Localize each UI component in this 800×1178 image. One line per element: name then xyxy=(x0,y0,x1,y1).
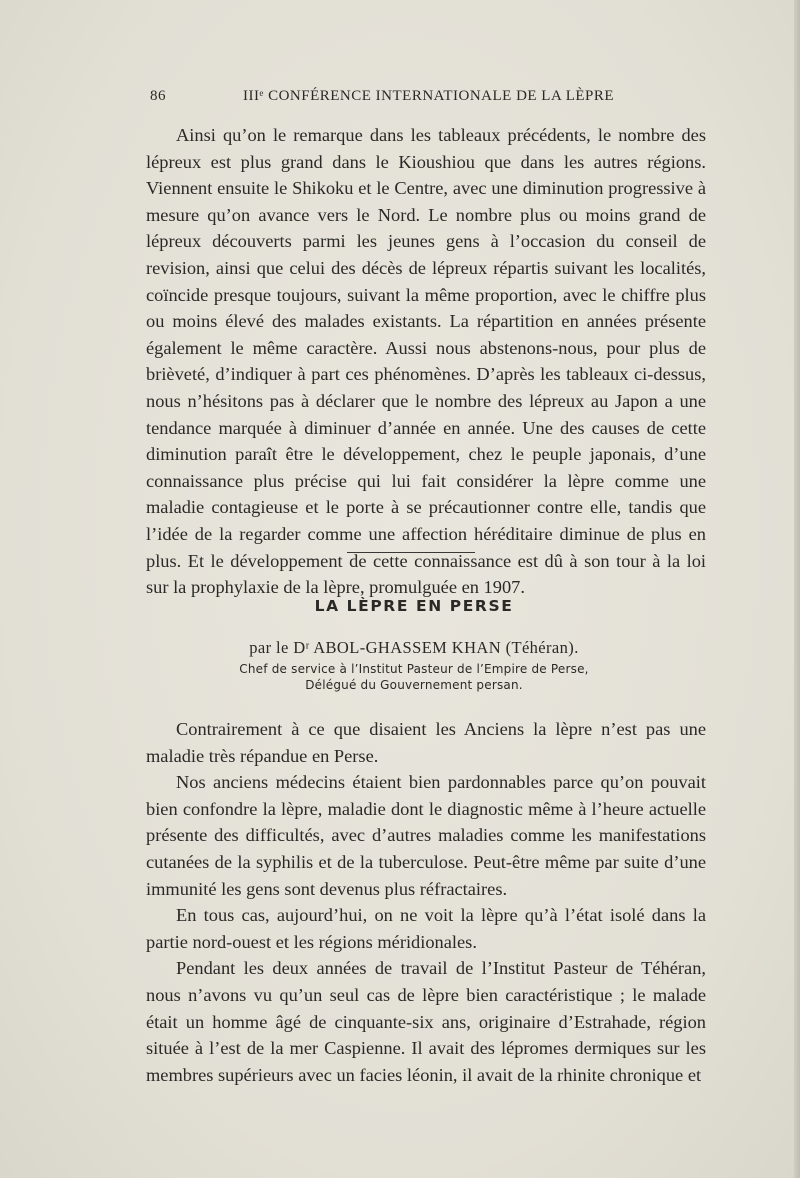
paragraph: Pendant les deux années de travail de l’Institut Pasteur de Téhéran, nous n’avons vu qu’un seul cas de lèpre bien caractéristique ; le malade était un homme âgé de cinquante-six ans, originaire d’Estrahade, région située à l’est de la mer Caspienne. Il avait des lépromes dermiques sur les membres supérieurs avec un facies léonin, il avait de la rhinite chronique et xyxy=(146,958,706,1085)
author-affiliation: Chef de service à l’Institut Pasteur de l’Empire de Perse, xyxy=(239,662,589,676)
paragraph: Contrairement à ce que disaient les Anciens la lèpre n’est pas une maladie très répandue en Perse. xyxy=(146,719,706,766)
paragraph: En tous cas, aujourd’hui, on ne voit la lèpre qu’à l’état isolé dans la partie nord-ouest et les régions méridionales. xyxy=(146,905,706,952)
paragraph: Nos anciens médecins étaient bien pardonnables parce qu’on pouvait bien confondre la lèpre, maladie dont le diagnostic même à l’heure actuelle présente des difficultés, avec d’autres maladies comme les manifestations cutanées de la syphilis et de la tuberculose. Peut-être même par suite d’une immunité les gens sont devenus plus réfractaires. xyxy=(146,772,706,899)
running-title: IIIᵉ CONFÉRENCE INTERNATIONALE DE LA LÈPRE xyxy=(243,88,615,104)
article-body xyxy=(146,716,706,1088)
page-edge-shadow xyxy=(794,0,800,1178)
running-header xyxy=(150,88,706,112)
article-title: LA LÈPRE EN PERSE xyxy=(314,597,514,615)
previous-article-text xyxy=(146,122,706,601)
page-number: 86 xyxy=(150,88,166,104)
author-line: par le Dʳ ABOL-GHASSEM KHAN (Téhéran). xyxy=(249,638,579,657)
section-divider xyxy=(347,552,475,553)
paragraph: Ainsi qu’on le remarque dans les tableaux précédents, le nombre des lépreux est plus grand dans le Kioushiou que dans les autres régions. Viennent ensuite le Shikoku et le Centre, avec une diminution progressive à mesure qu’on avance vers le Nord. Le nombre plus ou moins grand de lépreux découverts parmi les jeunes gens à l’occasion du conseil de revision, ainsi que celui des décès de lépreux répartis suivant les localités, coïncide presque toujours, suivant la même proportion, avec le chiffre plus ou moins élevé des malades existants. La répartition en années présente également le même caractère. Aussi nous abstenons-nous, pour plus de brièveté, d’indiquer à part ces phénomènes. D’après les tableaux ci-dessus, nous n’hésitons pas à déclarer que le nombre des lépreux au Japon a une tendance marquée à diminuer d’année en année. Une des causes de cette diminution paraît être le développement, chez le peuple japonais, d’une connaissance plus précise qui lui fait considérer la lèpre comme une maladie contagieuse et le porte à se précautionner contre elle, tandis que l’idée de la regarder comme une affection héréditaire diminue de plus en plus. Et le développement de cette connaissance est dû à son tour à la loi sur la prophylaxie de la lèpre, promulguée en 1907. xyxy=(146,125,706,598)
author-affiliation: Délégué du Gouvernement persan. xyxy=(305,678,523,692)
